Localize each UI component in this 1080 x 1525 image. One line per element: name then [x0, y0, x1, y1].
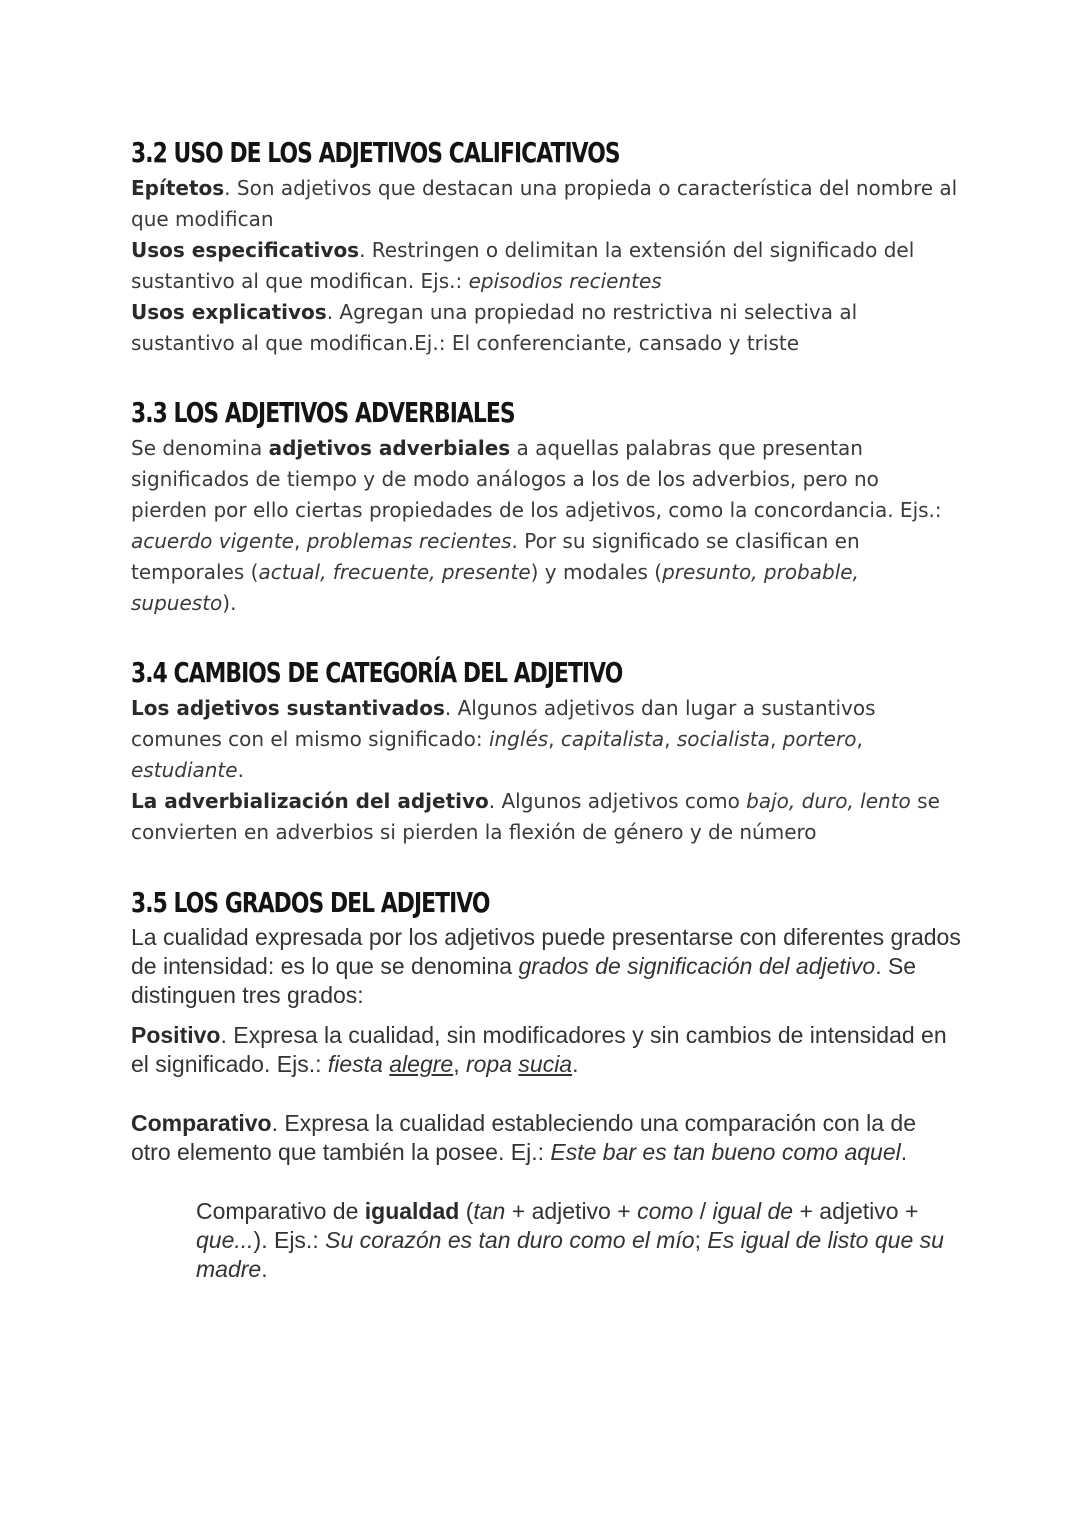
paragraph-comparativo: [131, 1109, 961, 1167]
section-3-3: [131, 393, 961, 619]
example: acuerdo vigente: [131, 529, 294, 553]
text: ,: [769, 727, 783, 751]
text: ;: [694, 1227, 708, 1253]
text: /: [693, 1198, 713, 1224]
paragraph-adverbializacion: [131, 786, 961, 848]
text: .: [572, 1051, 579, 1077]
example: grados de significación del adjetivo: [518, 953, 876, 979]
paragraph-grados-intro: [131, 923, 961, 1010]
section-3-4: [131, 653, 961, 848]
text: La cualidad expresada por los adjetivos puede presentarse con diferentes grados de intensidad: es lo que se denomina: [131, 924, 961, 979]
text: Se denomina: [131, 436, 269, 460]
section-3-2: [131, 133, 961, 359]
text: . Algunos adjetivos como: [488, 789, 747, 813]
paragraph-igualdad: [196, 1197, 956, 1284]
text: + adjetivo +: [505, 1198, 638, 1224]
term: adjetivos adverbiales: [268, 436, 511, 460]
example: Este bar es tan bueno como aquel: [550, 1139, 901, 1165]
example: tan: [473, 1198, 506, 1224]
section-title: 3.2 USO DE LOS ADJETIVOS CALIFICATIVOS: [131, 136, 620, 169]
paragraph-epitetos: [131, 173, 961, 235]
text: se convierten en adverbios si pierden la flexión de género y de número: [131, 789, 940, 844]
paragraph-positivo: [131, 1021, 961, 1079]
text: ,: [293, 529, 307, 553]
text: . Son adjetivos que destacan una propieda o característica del nombre al que modifican: [131, 176, 958, 231]
paragraph-sustantivados: [131, 693, 961, 786]
text: ,: [856, 727, 863, 751]
example: actual, frecuente, presente: [258, 560, 531, 584]
text: (: [459, 1198, 474, 1224]
term: Positivo: [131, 1022, 221, 1048]
text: ,: [664, 727, 677, 751]
example: inglés: [488, 727, 549, 751]
term: Comparativo: [131, 1110, 272, 1136]
text: ,: [453, 1051, 466, 1077]
example: problemas recientes: [306, 529, 512, 553]
term: igualdad: [364, 1198, 460, 1224]
term: Usos explicativos: [131, 300, 327, 324]
text: . Algunos adjetivos dan lugar a sustantivos comunes con el mismo significado:: [131, 696, 876, 751]
example: socialista: [676, 727, 770, 751]
paragraph-adverbiales: [131, 433, 961, 619]
text: ) y modales (: [530, 560, 663, 584]
example: igual de: [712, 1198, 794, 1224]
term: Usos especificativos: [131, 238, 360, 262]
text: + adjetivo +: [793, 1198, 919, 1224]
text: . Por su significado se clasifican en temporales (: [131, 529, 860, 584]
text: .: [261, 1256, 268, 1282]
term: La adverbialización del adjetivo: [131, 789, 489, 813]
section-title: 3.3 LOS ADJETIVOS ADVERBIALES: [131, 396, 515, 429]
example: estudiante: [131, 758, 238, 782]
text: ).: [222, 591, 237, 615]
text: Comparativo de: [196, 1198, 365, 1224]
section-title: 3.5 LOS GRADOS DEL ADJETIVO: [131, 886, 490, 919]
example: que...: [196, 1227, 254, 1253]
paragraph-especificativos: [131, 235, 961, 297]
example: episodios recientes: [468, 269, 662, 293]
example: bajo, duro, lento: [746, 789, 911, 813]
example: portero: [782, 727, 857, 751]
text: . Expresa la cualidad estableciendo una comparación con la de otro elemento que también la posee. Ej.:: [131, 1110, 917, 1165]
section-title: 3.4 CAMBIOS DE CATEGORÍA DEL ADJETIVO: [131, 656, 623, 689]
text: .: [237, 758, 244, 782]
text: . Se distinguen tres grados:: [131, 953, 917, 1008]
text: .: [900, 1139, 908, 1165]
example-underlined: alegre: [389, 1051, 454, 1077]
term: Epítetos: [131, 176, 225, 200]
text: . Expresa la cualidad, sin modificadores y sin cambios de intensidad en el significado. Ejs.:: [131, 1022, 947, 1077]
example: presunto, probable, supuesto: [131, 560, 859, 615]
text: ). Ejs.:: [253, 1227, 326, 1253]
example: fiesta: [327, 1051, 390, 1077]
example: Es igual de listo que su madre: [196, 1227, 944, 1282]
example: ropa: [465, 1051, 519, 1077]
text: . Restringen o delimitan la extensión del significado del sustantivo al que modifican. Ejs.:: [131, 238, 915, 293]
text: . Agregan una propiedad no restrictiva ni selectiva al sustantivo al que modifican.Ej.: El conferenciante, cansado y triste: [131, 300, 858, 355]
example-underlined: sucia: [518, 1051, 573, 1077]
example: como: [637, 1198, 694, 1224]
section-3-5: [131, 883, 961, 1284]
example: Su corazón es tan duro como el mío: [325, 1227, 695, 1253]
text: ,: [548, 727, 561, 751]
term: Los adjetivos sustantivados: [131, 696, 445, 720]
text: a aquellas palabras que presentan significados de tiempo y de modo análogos a los de los adverbios, pero no pierden por ello ciertas propiedades de los adjetivos, como la concordancia. Ejs.:: [131, 436, 942, 522]
paragraph-explicativos: [131, 297, 961, 359]
example: capitalista: [560, 727, 665, 751]
